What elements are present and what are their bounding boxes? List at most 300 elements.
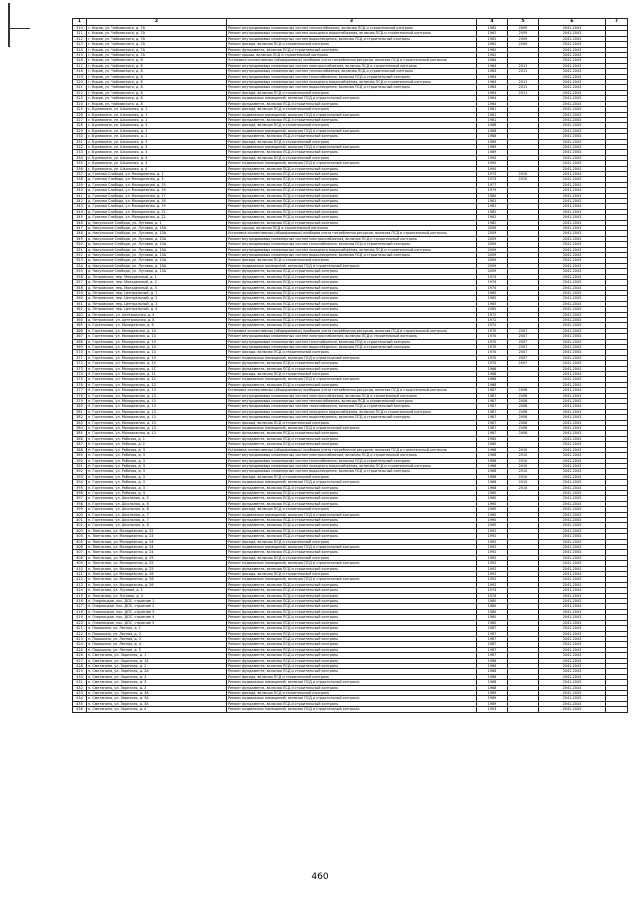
address-cell: п. Порошино, ул. Лесная, д. 1 (87, 626, 227, 631)
row-number-cell: 399 (73, 507, 87, 512)
year-built-cell: 1960 (477, 436, 508, 441)
binding-mark-tick (8, 28, 30, 29)
year-built-cell: 1990 (477, 155, 508, 160)
period-cell: 2041-2043 (539, 626, 606, 631)
address-cell: д. Петровское, пер. Центральный, д. 1 (87, 290, 227, 295)
period-cell: 2041-2043 (539, 117, 606, 122)
address-cell: г. Киров, ул. Чайковского, д. 8 (87, 96, 227, 101)
address-cell: п. Гортеплово, ул. Молодежная, д. 11 (87, 372, 227, 377)
year-built-cell: 1988 (477, 134, 508, 139)
year-built-cell: 1985 (477, 296, 508, 301)
year-built-cell: 1988 (477, 663, 508, 668)
address-cell: д. Грязная Слобода, ул. Молодежная, д. 21 (87, 209, 227, 214)
row-number-cell: 361 (73, 301, 87, 306)
row-number-cell: 340 (73, 188, 87, 193)
address-cell: п. Гортеплово, ул. Рабочая, д. 4 (87, 490, 227, 495)
row-number-cell: 373 (73, 366, 87, 371)
work-type-cell: Ремонт внутридомовых инженерных систем электроснабжения, включая ПСД и строительный контроль (227, 334, 477, 339)
work-type-cell: Ремонт внутридомовых инженерных систем газоснабжения, включая ПСД и строительный контроль (227, 242, 477, 247)
address-cell: с. Бурмакино, ул. Школьная, д. 2 (87, 123, 227, 128)
work-type-cell: Ремонт фундамента, включая ПСД и строительный контроль (227, 182, 477, 187)
work-type-cell: Ремонт крыши, включая ПСД и строительный контроль (227, 226, 477, 231)
address-cell: п. Озерницкое, пос. ДОС, строение 3 (87, 609, 227, 614)
row-number-cell: 420 (73, 620, 87, 625)
address-cell: г. Киров, ул. Чайковского, д. 7А (87, 31, 227, 36)
work-type-cell: Ремонт внутридомовых инженерных систем холодного водоснабжения, включая ПСД и строительный контроль (227, 463, 477, 468)
row-number-cell: 360 (73, 296, 87, 301)
empty-cell (606, 707, 628, 712)
table-row (73, 707, 628, 712)
work-type-cell: Ремонт фасада, включая ПСД и строительный контроль (227, 572, 477, 577)
row-number-cell: 414 (73, 588, 87, 593)
period-cell: 2041-2043 (539, 501, 606, 506)
work-type-cell: Ремонт фундамента, включая ПСД и строительный контроль (227, 593, 477, 598)
address-cell: п. Гортеплово, ул. Молодежная, д. 10 (87, 361, 227, 366)
year-built-cell: 1989 (477, 690, 508, 695)
year-repair-cell: 2007 (508, 328, 539, 333)
period-cell: 2041-2043 (539, 377, 606, 382)
row-number-cell: 343 (73, 204, 87, 209)
year-built-cell: 1985 (477, 307, 508, 312)
work-type-cell: Ремонт фасада, включая ПСД и строительный контроль (227, 372, 477, 377)
table-header-row (73, 19, 628, 26)
address-cell: с. Бурмакино, ул. Школьная, д. 1 (87, 112, 227, 117)
year-built-cell: 1970 (477, 344, 508, 349)
address-cell: г. Киров, ул. Чайковского, д. 7А (87, 26, 227, 31)
work-type-cell: Ремонт фундамента, включая ПСД и строительный контроль (227, 604, 477, 609)
row-number-cell: 347 (73, 226, 87, 231)
period-cell: 2041-2043 (539, 199, 606, 204)
year-built-cell: 1980 (477, 615, 508, 620)
year-repair-cell: 2011 (508, 80, 539, 85)
col-header-3: 3 (227, 19, 477, 26)
period-cell: 2041-2043 (539, 307, 606, 312)
work-type-cell: Ремонт фундамента, включая ПСД и строительный контроль (227, 317, 477, 322)
work-type-cell: Ремонт внутридомовых инженерных систем водоотведения, включая ПСД и строительный контроль (227, 253, 477, 258)
address-cell: г. Киров, ул. Чайковского, д. 8 (87, 85, 227, 90)
year-built-cell: 1974 (477, 280, 508, 285)
address-cell: д. Петровское, пер. Центральный, д. 3 (87, 301, 227, 306)
period-cell: 2041-2043 (539, 366, 606, 371)
address-cell: п. Лянгасово, ул. Молодежная, д. 26 (87, 577, 227, 582)
period-cell: 2041-2043 (539, 517, 606, 522)
address-cell: д. Грязная Слобода, ул. Молодежная, д. 1 (87, 171, 227, 176)
address-cell: п. Гортеплово, ул. Школьная, д. 8 (87, 523, 227, 528)
period-cell: 2041-2043 (539, 253, 606, 258)
row-number-cell: 323 (73, 96, 87, 101)
row-number-cell: 352 (73, 253, 87, 258)
work-type-cell: Ремонт фундамента, включая ПСД и строительный контроль (227, 528, 477, 533)
address-cell: п. Сметанино, ул. Заречная, д. 1А (87, 658, 227, 663)
year-built-cell: 1992 (477, 534, 508, 539)
work-type-cell: Ремонт подвальных помещений, включая ПСД и строительный контроль (227, 112, 477, 117)
year-repair-cell: 2008 (508, 388, 539, 393)
address-cell: п. Порошино, ул. Лесная, д. 3 (87, 636, 227, 641)
year-built-cell: 1992 (477, 561, 508, 566)
col-header-6: 6 (539, 19, 606, 26)
address-cell: п. Гортеплово, ул. Школьная, д. 7 (87, 517, 227, 522)
period-cell: 2041-2043 (539, 269, 606, 274)
work-type-cell: Ремонт подвальных помещений, включая ПСД и строительный контроль (227, 377, 477, 382)
period-cell: 2041-2043 (539, 512, 606, 517)
work-type-cell: Установка коллективных (общедомовых) приборов учета потребления ресурсов, включая ПСД и строительный контроль (227, 328, 477, 333)
period-cell: 2041-2043 (539, 388, 606, 393)
work-type-cell: Ремонт фундамента, включая ПСД и строительный контроль (227, 658, 477, 663)
period-cell: 2041-2043 (539, 236, 606, 241)
period-cell: 2041-2043 (539, 685, 606, 690)
work-type-cell: Ремонт фундамента, включая ПСД и строительный контроль (227, 653, 477, 658)
work-type-cell: Ремонт внутридомовых инженерных систем водоотведения, включая ПСД и строительный контроль (227, 469, 477, 474)
year-repair-cell: 2009 (508, 42, 539, 47)
row-number-cell: 411 (73, 572, 87, 577)
row-number-cell: 325 (73, 107, 87, 112)
row-number-cell: 394 (73, 480, 87, 485)
row-number-cell: 384 (73, 426, 87, 431)
row-number-cell: 317 (73, 63, 87, 68)
row-number-cell: 335 (73, 161, 87, 166)
address-cell: п. Лянгасово, ул. Молодежная, д. 25 (87, 555, 227, 560)
year-built-cell: 1980 (477, 193, 508, 198)
work-type-cell: Ремонт фасада, включая ПСД и строительный контроль (227, 155, 477, 160)
period-cell: 2041-2043 (539, 53, 606, 58)
work-type-cell: Ремонт фундамента, включая ПСД и строительный контроль (227, 150, 477, 155)
year-built-cell: 1985 (477, 290, 508, 295)
address-cell: п. Гортеплово, ул. Молодежная, д. 13 (87, 388, 227, 393)
period-cell: 2041-2043 (539, 220, 606, 225)
col-header-5: 5 (508, 19, 539, 26)
work-type-cell: Ремонт фундамента, включая ПСД и строительный контроль (227, 177, 477, 182)
period-cell: 2041-2043 (539, 226, 606, 231)
row-number-cell: 407 (73, 550, 87, 555)
work-type-cell: Ремонт фундамента, включая ПСД и строительный контроль (227, 431, 477, 436)
year-built-cell: 1966 (477, 366, 508, 371)
year-built-cell: 1987 (477, 636, 508, 641)
address-cell: д. Грязная Слобода, ул. Молодежная, д. 16 (87, 188, 227, 193)
year-built-cell: 1987 (477, 426, 508, 431)
address-cell: п. Гортеплово, ул. Рабочая, д. 2 (87, 442, 227, 447)
year-repair-cell: 2010 (508, 480, 539, 485)
period-cell: 2041-2043 (539, 431, 606, 436)
work-type-cell: Установка коллективных (общедомовых) приборов учета потребления ресурсов, включая ПСД и строительный контроль (227, 58, 477, 63)
row-number-cell: 431 (73, 680, 87, 685)
work-type-cell: Ремонт фундамента, включая ПСД и строительный контроль (227, 220, 477, 225)
work-type-cell: Ремонт фундамента, включая ПСД и строительный контроль (227, 193, 477, 198)
row-number-cell: 419 (73, 615, 87, 620)
year-built-cell: 1989 (477, 701, 508, 706)
work-type-cell: Ремонт фундамента, включая ПСД и строительный контроль (227, 274, 477, 279)
year-built-cell: 1968 (477, 458, 508, 463)
year-built-cell: 1982 (477, 220, 508, 225)
col-header-1: 1 (73, 19, 87, 26)
year-built-cell: 1988 (477, 669, 508, 674)
year-repair-cell: 2007 (508, 361, 539, 366)
row-number-cell: 358 (73, 285, 87, 290)
address-cell: п. Лянгасово, ул. Молодежная, д. 24 (87, 539, 227, 544)
year-built-cell: 1964 (477, 90, 508, 95)
address-cell: п. Сметанино, ул. Заречная, д. 3 (87, 680, 227, 685)
work-type-cell: Ремонт внутридомовых инженерных систем газоснабжения, включая ПСД и строительный контроль (227, 458, 477, 463)
row-number-cell: 320 (73, 80, 87, 85)
address-cell: п. Сметанино, ул. Заречная, д. 3А (87, 696, 227, 701)
year-built-cell: 1987 (477, 388, 508, 393)
row-number-cell: 338 (73, 177, 87, 182)
year-built-cell: 1970 (477, 355, 508, 360)
address-cell: с. Бурмакино, ул. Школьная, д. 2 (87, 128, 227, 133)
row-number-cell: 434 (73, 696, 87, 701)
period-cell: 2041-2043 (539, 399, 606, 404)
work-type-cell: Ремонт фундамента, включая ПСД и строительный контроль (227, 501, 477, 506)
year-repair-cell: 2011 (508, 69, 539, 74)
period-cell: 2041-2043 (539, 328, 606, 333)
address-cell: г. Киров, ул. Чайковского, д. 7А (87, 47, 227, 52)
address-cell: д. Петровское, ул. Центральная, д. 8 (87, 317, 227, 322)
year-built-cell: 1988 (477, 123, 508, 128)
address-cell: п. Лянгасово, ул. Молодежная, д. 25 (87, 561, 227, 566)
period-cell: 2041-2043 (539, 485, 606, 490)
address-cell: д. Никульское Слобода, ул. Луговая, д. 15А (87, 226, 227, 231)
period-cell: 2041-2043 (539, 436, 606, 441)
work-type-cell: Ремонт фундамента, включая ПСД и строительный контроль (227, 285, 477, 290)
address-cell: с. Бурмакино, ул. Школьная, д. 4 (87, 155, 227, 160)
work-type-cell: Ремонт фундамента, включая ПСД и строительный контроль (227, 323, 477, 328)
period-cell: 2041-2043 (539, 107, 606, 112)
period-cell: 2041-2043 (539, 561, 606, 566)
row-number-cell: 405 (73, 539, 87, 544)
work-type-cell: Ремонт фасада, включая ПСД и строительный контроль (227, 258, 477, 263)
address-cell: п. Сметанино, ул. Заречная, д. 3 (87, 685, 227, 690)
period-cell: 2041-2043 (539, 285, 606, 290)
address-cell: д. Никульское Слобода, ул. Луговая, д. 15А (87, 236, 227, 241)
row-number-cell: 422 (73, 631, 87, 636)
year-built-cell: 1992 (477, 582, 508, 587)
row-number-cell: 416 (73, 599, 87, 604)
year-repair-cell: 2008 (508, 420, 539, 425)
period-cell: 2041-2043 (539, 166, 606, 171)
work-type-cell: Ремонт подвальных помещений, включая ПСД и строительный контроль (227, 426, 477, 431)
work-type-cell: Ремонт внутридомовых инженерных систем электроснабжения, включая ПСД и строительный контроль (227, 63, 477, 68)
address-cell: п. Гортеплово, ул. Рабочая, д. 3 (87, 447, 227, 452)
work-type-cell: Ремонт фасада, включая ПСД и строительный контроль (227, 507, 477, 512)
row-number-cell: 428 (73, 663, 87, 668)
address-cell: г. Киров, ул. Чайковского, д. 8 (87, 58, 227, 63)
year-built-cell: 1974 (477, 593, 508, 598)
year-repair-cell: 2007 (508, 355, 539, 360)
period-cell: 2041-2043 (539, 188, 606, 193)
work-type-cell: Ремонт внутридомовых инженерных систем холодного водоснабжения, включая ПСД и строительный контроль (227, 80, 477, 85)
address-cell: п. Гортеплово, ул. Школьная, д. 6 (87, 501, 227, 506)
year-repair-cell: 2007 (508, 334, 539, 339)
period-cell: 2041-2043 (539, 636, 606, 641)
year-built-cell: 2009 (477, 231, 508, 236)
address-cell: п. Лянгасово, ул. Молодежная, д. 23 (87, 534, 227, 539)
address-cell: п. Лянгасово, ул. Молодежная, д. 26 (87, 572, 227, 577)
period-cell: 2041-2043 (539, 534, 606, 539)
period-cell: 2041-2043 (539, 372, 606, 377)
work-type-cell: Ремонт фундамента, включая ПСД и строительный контроль (227, 188, 477, 193)
period-cell: 2041-2043 (539, 280, 606, 285)
period-cell: 2041-2043 (539, 101, 606, 106)
address-cell: д. Петровское, пер. Молодежный, д. 3 (87, 285, 227, 290)
address-cell: д. Никульское Слобода, ул. Луговая, д. 15А (87, 258, 227, 263)
work-type-cell: Ремонт фундамента, включая ПСД и строительный контроль (227, 663, 477, 668)
year-built-cell: 1987 (477, 642, 508, 647)
year-built-cell: 1990 (477, 166, 508, 171)
row-number-cell: 382 (73, 415, 87, 420)
year-built-cell: 1960 (477, 496, 508, 501)
address-cell: с. Бурмакино, ул. Школьная, д. 1 (87, 107, 227, 112)
year-built-cell: 1987 (477, 409, 508, 414)
year-repair-cell: 2008 (508, 399, 539, 404)
row-number-cell: 377 (73, 388, 87, 393)
address-cell: п. Озерницкое, пос. ДОС, строение 5 (87, 620, 227, 625)
work-type-cell: Ремонт фундамента, включая ПСД и строительный контроль (227, 366, 477, 371)
work-type-cell: Ремонт фундамента, включая ПСД и строительный контроль (227, 620, 477, 625)
work-type-cell: Ремонт фундамента, включая ПСД и строительный контроль (227, 269, 477, 274)
row-number-cell: 391 (73, 463, 87, 468)
year-built-cell: 1988 (477, 128, 508, 133)
year-built-cell: 1988 (477, 680, 508, 685)
work-type-cell: Ремонт подвальных помещений, включая ПСД и строительный контроль (227, 545, 477, 550)
col-header-7: 7 (606, 19, 628, 26)
work-type-cell: Ремонт фундамента, включая ПСД и строительный контроль (227, 669, 477, 674)
period-cell: 2041-2043 (539, 247, 606, 252)
address-cell: п. Гортеплово, ул. Молодежная, д. 13 (87, 393, 227, 398)
work-type-cell: Ремонт внутридомовых инженерных систем водоотведения, включая ПСД и строительный контроль (227, 415, 477, 420)
year-built-cell: 1970 (477, 339, 508, 344)
row-number-cell: 331 (73, 139, 87, 144)
address-cell: г. Киров, ул. Чайковского, д. 8 (87, 90, 227, 95)
row-number-cell: 397 (73, 496, 87, 501)
year-built-cell: 1964 (477, 58, 508, 63)
period-cell: 2041-2043 (539, 415, 606, 420)
year-built-cell: 2009 (477, 258, 508, 263)
row-number-cell: 367 (73, 334, 87, 339)
work-type-cell: Ремонт фундамента, включая ПСД и строительный контроль (227, 588, 477, 593)
row-number-cell: 424 (73, 642, 87, 647)
row-number-cell: 369 (73, 344, 87, 349)
year-built-cell: 1992 (477, 550, 508, 555)
row-number-cell: 350 (73, 242, 87, 247)
row-number-cell: 396 (73, 490, 87, 495)
work-type-cell: Ремонт внутридомовых инженерных систем холодного водоснабжения, включая ПСД и строительный контроль (227, 409, 477, 414)
address-cell: п. Гортеплово, ул. Рабочая, д. 3 (87, 480, 227, 485)
year-built-cell: 1964 (477, 63, 508, 68)
work-type-cell: Ремонт фундамента, включая ПСД и строительный контроль (227, 642, 477, 647)
work-type-cell: Ремонт фундамента, включая ПСД и строительный контроль (227, 626, 477, 631)
period-cell: 2041-2043 (539, 42, 606, 47)
period-cell: 2041-2043 (539, 312, 606, 317)
period-cell: 2041-2043 (539, 63, 606, 68)
year-built-cell: 1993 (477, 707, 508, 712)
year-repair-cell: 2011 (508, 85, 539, 90)
row-number-cell: 371 (73, 355, 87, 360)
address-cell: п. Озерницкое, пос. ДОС, строение 1 (87, 599, 227, 604)
period-cell: 2041-2043 (539, 96, 606, 101)
work-type-cell: Ремонт фундамента, включая ПСД и строительный контроль (227, 307, 477, 312)
year-built-cell: 2009 (477, 242, 508, 247)
period-cell: 2041-2043 (539, 620, 606, 625)
period-cell: 2041-2043 (539, 204, 606, 209)
year-built-cell: 1968 (477, 447, 508, 452)
row-number-cell: 436 (73, 707, 87, 712)
year-repair-cell: 2010 (508, 463, 539, 468)
period-cell: 2041-2043 (539, 134, 606, 139)
row-number-cell: 329 (73, 128, 87, 133)
work-type-cell: Ремонт фасада, включая ПСД и строительный контроль (227, 420, 477, 425)
year-built-cell: 1970 (477, 328, 508, 333)
work-type-cell: Ремонт фасада, включая ПСД и строительный контроль (227, 539, 477, 544)
row-number-cell: 355 (73, 269, 87, 274)
address-cell: п. Гортеплово, ул. Молодежная, д. 13 (87, 431, 227, 436)
col-header-4: 4 (477, 19, 508, 26)
address-cell: д. Никульское Слобода, ул. Луговая, д. 15А (87, 247, 227, 252)
period-cell: 2041-2043 (539, 469, 606, 474)
work-type-cell: Ремонт фасада, включая ПСД и строительный контроль (227, 350, 477, 355)
work-type-cell: Ремонт фундамента, включая ПСД и строительный контроль (227, 582, 477, 587)
work-type-cell: Ремонт фундамента, включая ПСД и строительный контроль (227, 301, 477, 306)
address-cell: п. Лянгасово, ул. Молодежная, д. 24 (87, 545, 227, 550)
year-repair-cell: 2010 (508, 474, 539, 479)
work-type-cell: Ремонт фундамента, включая ПСД и строительный контроль (227, 361, 477, 366)
row-number-cell: 354 (73, 263, 87, 268)
year-repair-cell: 2009 (508, 36, 539, 41)
work-type-cell: Ремонт крыши, включая ПСД и строительный контроль (227, 53, 477, 58)
address-cell: д. Никульское Слобода, ул. Луговая, д. 15А (87, 263, 227, 268)
row-number-cell: 406 (73, 545, 87, 550)
work-type-cell: Ремонт внутридомовых инженерных систем водоотведения, включая ПСД и строительный контроль (227, 36, 477, 41)
address-cell: с. Бурмакино, ул. Школьная, д. 3 (87, 139, 227, 144)
address-cell: п. Гортеплово, ул. Рабочая, д. 3 (87, 453, 227, 458)
year-built-cell: 1970 (477, 334, 508, 339)
period-cell: 2041-2043 (539, 171, 606, 176)
year-repair-cell: 2011 (508, 90, 539, 95)
row-number-cell: 383 (73, 420, 87, 425)
address-cell: с. Бурмакино, ул. Школьная, д. 1 (87, 117, 227, 122)
year-built-cell: 1987 (477, 420, 508, 425)
address-cell: п. Лянгасово, ул. Молодежная, д. 22 (87, 528, 227, 533)
work-type-cell: Ремонт фундамента, включая ПСД и строительный контроль (227, 685, 477, 690)
year-built-cell: 1987 (477, 404, 508, 409)
year-built-cell: 1960 (477, 517, 508, 522)
work-type-cell: Установка коллективных (общедомовых) приборов учета потребления ресурсов, включая ПСД и строительный контроль (227, 388, 477, 393)
year-repair-cell: 2008 (508, 409, 539, 414)
address-cell: п. Сметанино, ул. Заречная, д. 4 (87, 707, 227, 712)
row-number-cell: 313 (73, 42, 87, 47)
row-number-cell: 314 (73, 47, 87, 52)
work-type-cell: Ремонт фундамента, включая ПСД и строительный контроль (227, 534, 477, 539)
work-type-cell: Ремонт фундамента, включая ПСД и строительный контроль (227, 312, 477, 317)
period-cell: 2041-2043 (539, 420, 606, 425)
work-type-cell: Ремонт фундамента, включая ПСД и строительный контроль (227, 631, 477, 636)
year-built-cell: 1987 (477, 431, 508, 436)
work-type-cell: Ремонт подвальных помещений, включая ПСД и строительный контроль (227, 512, 477, 517)
row-number-cell: 403 (73, 528, 87, 533)
row-number-cell: 386 (73, 436, 87, 441)
address-cell: п. Лянгасово, ул. Молодежная, д. 24 (87, 550, 227, 555)
work-type-cell: Ремонт внутридомовых инженерных систем газоснабжения, включая ПСД и строительный контроль (227, 74, 477, 79)
year-built-cell: 2009 (477, 226, 508, 231)
row-number-cell: 413 (73, 582, 87, 587)
work-type-cell: Ремонт подвальных помещений, включая ПСД и строительный контроль (227, 355, 477, 360)
period-cell: 2041-2043 (539, 458, 606, 463)
period-cell: 2041-2043 (539, 609, 606, 614)
row-number-cell: 351 (73, 247, 87, 252)
work-type-cell: Ремонт внутридомовых инженерных систем холодного водоснабжения, включая ПСД и строительный контроль (227, 247, 477, 252)
address-cell: п. Гортеплово, ул. Рабочая, д. 3 (87, 485, 227, 490)
year-built-cell: 1989 (477, 139, 508, 144)
work-type-cell: Ремонт внутридомовых инженерных систем газоснабжения, включая ПСД и строительный контроль (227, 404, 477, 409)
work-type-cell: Ремонт фундамента, включая ПСД и строительный контроль (227, 566, 477, 571)
